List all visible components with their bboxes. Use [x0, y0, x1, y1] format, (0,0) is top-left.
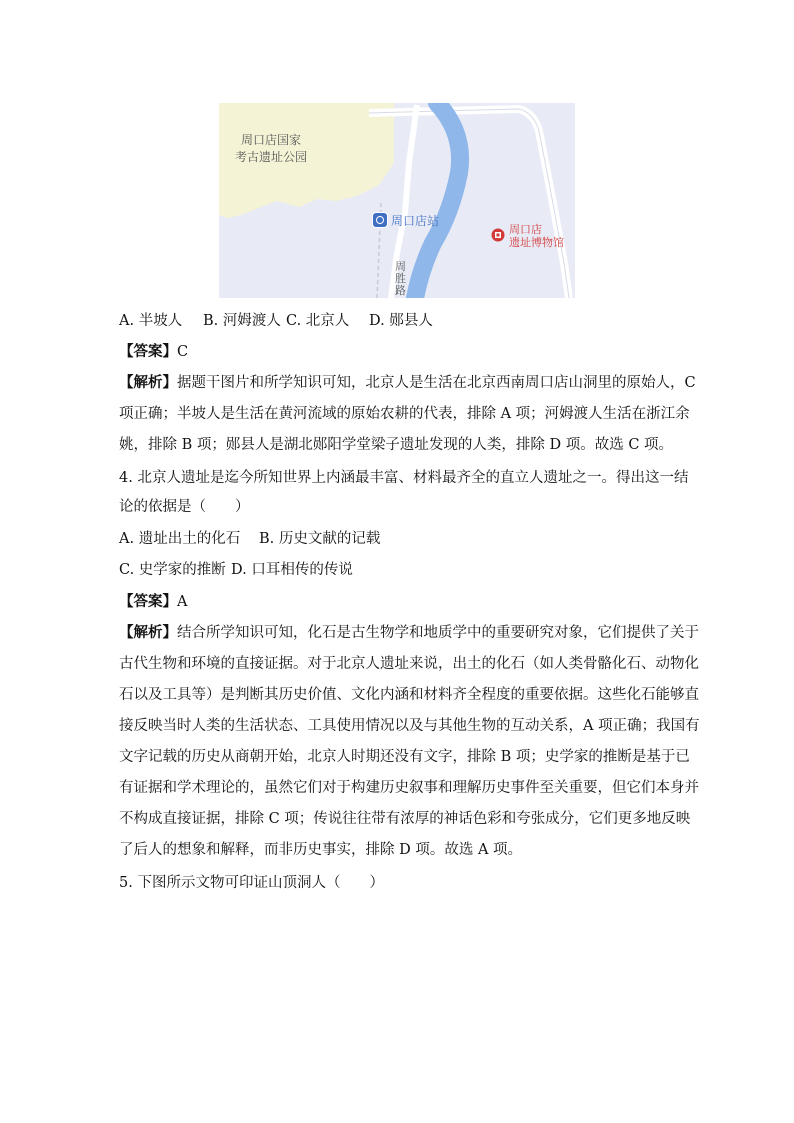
q4-analysis-text: 结合所学知识可知，化石是古生物学和地质学中的重要研究对象，它们提供了关于 [177, 625, 699, 641]
q4-analysis-line-6: 有证据和学术理论的，虽然它们对于构建历史叙事和理解历史事件至关重要，但它们本身并 [119, 780, 699, 796]
q3-analysis-line-1 [119, 373, 696, 393]
subway-station-icon [373, 213, 387, 227]
q4-option-a: A. 遗址出土的化石 [119, 531, 241, 547]
q3-analysis-line-2: 项正确；半坡人是生活在黄河流域的原始农耕的代表，排除 A 项；河姆渡人生活在浙江余 [119, 406, 690, 422]
q4-stem-line-2: 论的依据是（ ） [119, 499, 250, 515]
road-label-3: 路 [395, 284, 406, 297]
museum-label-line2: 遗址博物馆 [509, 236, 564, 249]
q4-answer [119, 592, 187, 612]
q4-analysis-line-3: 石以及工具等）是判断其历史价值、文化内涵和材料齐全程度的重要依据。这些化石能够直 [119, 687, 699, 703]
q3-option-d: D. 郧县人 [369, 313, 433, 329]
park-label-line2: 考古遗址公园 [235, 150, 308, 164]
q4-analysis-line-2: 古代生物和环境的直接证据。对于北京人遗址来说，出土的化石（如人类骨骼化石、动物化 [119, 656, 699, 672]
q4-answer-value: A [177, 594, 188, 610]
museum-label: 周口店 [509, 223, 542, 236]
q3-analysis-text: 据题干图片和所学知识可知，北京人是生活在北京西南周口店山洞里的原始人，C [177, 375, 696, 391]
q4-analysis-tag: 【解析】 [119, 624, 177, 641]
q3-analysis-tag: 【解析】 [119, 374, 177, 391]
q3-answer [119, 342, 188, 362]
q5-stem: 5. 下图所示文物可印证山顶洞人（ ） [119, 875, 384, 891]
map-image [219, 103, 575, 298]
q4-option-d: D. 口耳相传的传说 [231, 562, 353, 578]
q4-stem-line-1: 4. 北京人遗址是迄今所知世界上内涵最丰富、材料最齐全的直立人遗址之一。得出这一结 [119, 470, 689, 486]
q3-option-b: B. 河姆渡人 [203, 313, 281, 329]
q4-answer-tag: 【答案】 [119, 593, 177, 610]
road-label-2: 胜 [395, 272, 406, 285]
q4-analysis-line-5: 文字记载的历史从商朝开始，北京人时期还没有文字，排除 B 项；史学家的推断是基于已 [119, 749, 690, 765]
q4-analysis-line-8: 了后人的想象和解释，而非历史事实，排除 D 项。故选 A 项。 [119, 842, 523, 858]
q4-analysis-line-4: 接反映当时人类的生活状态、工具使用情况以及与其他生物的互动关系，A 项正确；我国有 [119, 718, 700, 734]
road-label-1: 周 [395, 260, 406, 273]
q4-analysis-line-7: 不构成直接证据，排除 C 项；传说往往带有浓厚的神话色彩和夸张成分，它们更多地反映 [119, 811, 691, 827]
q3-option-c: C. 北京人 [286, 313, 350, 329]
park-label: 周口店国家 [241, 133, 302, 147]
q3-answer-tag: 【答案】 [119, 343, 177, 360]
q4-option-c: C. 史学家的推断 [119, 562, 226, 578]
q3-answer-value: C [177, 344, 189, 360]
station-label: 周口店站 [391, 214, 440, 228]
q3-option-a: A. 半坡人 [119, 313, 183, 329]
q4-option-b: B. 历史文献的记载 [259, 531, 381, 547]
q4-analysis-line-1 [119, 623, 699, 643]
q3-analysis-line-3: 姚，排除 B 项；郧县人是湖北郧阳学堂梁子遗址发现的人类，排除 D 项。故选 C 项。 [119, 437, 674, 453]
